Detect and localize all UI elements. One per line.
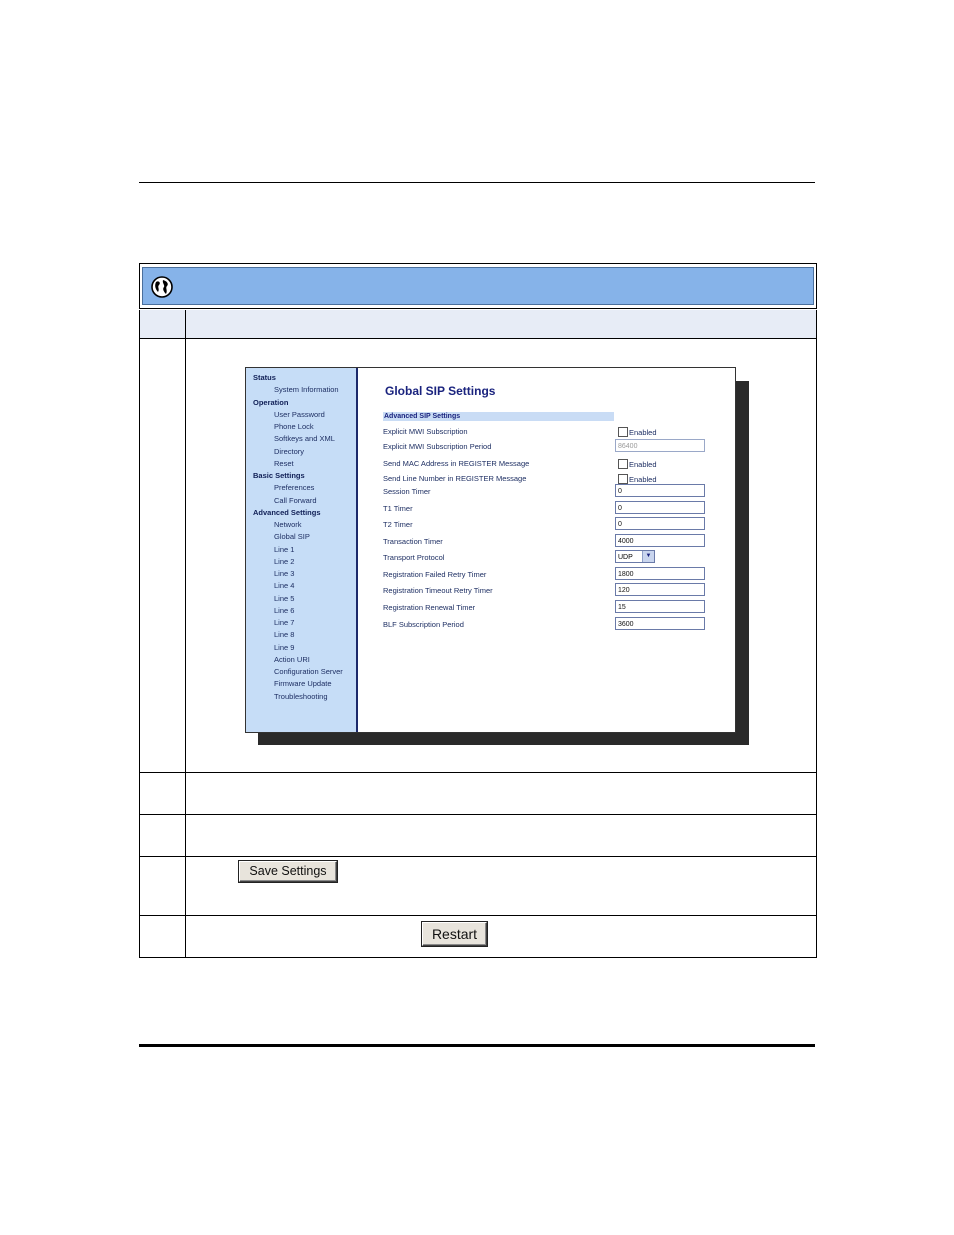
checkbox-label: Enabled [629,475,657,484]
field-input[interactable]: 4000 [615,534,705,547]
page-title: Global SIP Settings [385,384,496,398]
sidebar-group-label: Basic Settings [253,471,305,480]
checkbox-label: Enabled [629,460,657,469]
sidebar-item[interactable]: Firmware Update [274,679,332,689]
bottom-rule [139,1044,815,1047]
sidebar-item[interactable]: Global SIP [274,532,310,542]
sidebar-nav [246,368,358,732]
field-label: Explicit MWI Subscription [383,427,468,436]
enabled-checkbox[interactable] [618,459,628,469]
restart-button[interactable]: Restart [422,922,487,946]
save-settings-button[interactable]: Save Settings [239,861,337,882]
sidebar-item[interactable]: Configuration Server [274,667,343,676]
field-input[interactable]: 0 [615,484,705,497]
sidebar-item[interactable]: Troubleshooting [274,691,328,701]
field-input: 86400 [615,439,705,452]
sidebar-item[interactable]: Line 8 [274,630,295,640]
step-number [140,815,186,856]
sidebar-item[interactable]: Line 7 [274,618,295,627]
transport-protocol-select[interactable] [615,550,655,563]
top-rule [139,182,815,183]
sidebar-item[interactable]: Phone Lock [274,422,314,431]
step-row [139,815,817,857]
section-header: Advanced SIP Settings [383,412,614,421]
field-label: Session Timer [383,487,431,496]
field-input[interactable]: 3600 [615,617,705,630]
field-label: Send MAC Address in REGISTER Message [383,459,530,468]
sidebar-item[interactable]: Line 1 [274,544,295,554]
field-label: T1 Timer [383,504,413,513]
enabled-checkbox[interactable] [618,427,628,437]
sidebar-item[interactable]: Preferences [274,483,315,493]
web-ui-screenshot [245,367,736,733]
enabled-checkbox[interactable] [618,474,628,484]
field-input[interactable]: 0 [615,517,705,530]
step-number [140,916,186,957]
step-number [140,339,186,772]
sidebar-item[interactable]: Directory [274,446,305,456]
sidebar-item[interactable]: Action URI [274,654,310,664]
sidebar-group-label: Status [253,373,276,382]
select-value: UDP [618,554,633,561]
field-label: Registration Timeout Retry Timer [383,586,493,595]
sidebar-group-label: Advanced Settings [253,507,321,517]
sidebar-item[interactable]: Network [274,520,302,529]
sidebar-item[interactable]: Line 3 [274,569,295,578]
step-number [140,857,186,915]
step-column-head [140,310,186,338]
procedure-header [139,263,817,309]
globe-icon [151,276,173,298]
step-row [139,773,817,815]
field-input[interactable]: 0 [615,501,705,514]
field-input[interactable]: 120 [615,583,705,596]
sidebar-item[interactable]: Line 9 [274,642,295,652]
sidebar-item[interactable]: Reset [274,458,294,468]
sidebar-group-label: Operation [253,397,289,407]
field-input[interactable]: 15 [615,600,705,613]
field-label: Transport Protocol [383,553,445,562]
sidebar-item[interactable]: Line 2 [274,556,295,566]
checkbox-label: Enabled [629,428,657,437]
field-label: Registration Failed Retry Timer [383,570,487,579]
sidebar-item[interactable]: Line 4 [274,581,295,591]
table-head-row [139,310,817,339]
chevron-down-icon[interactable]: ▼ [642,551,654,562]
sidebar-item[interactable]: System Information [274,385,339,395]
sidebar-item[interactable]: Call Forward [274,495,317,505]
field-label: Transaction Timer [383,537,443,546]
field-label: Registration Renewal Timer [383,603,476,612]
procedure-header-bar [142,267,814,305]
field-label: BLF Subscription Period [383,620,464,629]
field-label: Send Line Number in REGISTER Message [383,474,527,483]
sidebar-item[interactable]: Line 5 [274,593,295,603]
sidebar-item[interactable]: User Password [274,409,325,419]
field-label: Explicit MWI Subscription Period [383,442,492,451]
field-label: T2 Timer [383,520,413,529]
sidebar-item[interactable]: Line 6 [274,605,295,615]
step-number [140,773,186,814]
sidebar-item[interactable]: Softkeys and XML [274,434,335,444]
field-input[interactable]: 1800 [615,567,705,580]
